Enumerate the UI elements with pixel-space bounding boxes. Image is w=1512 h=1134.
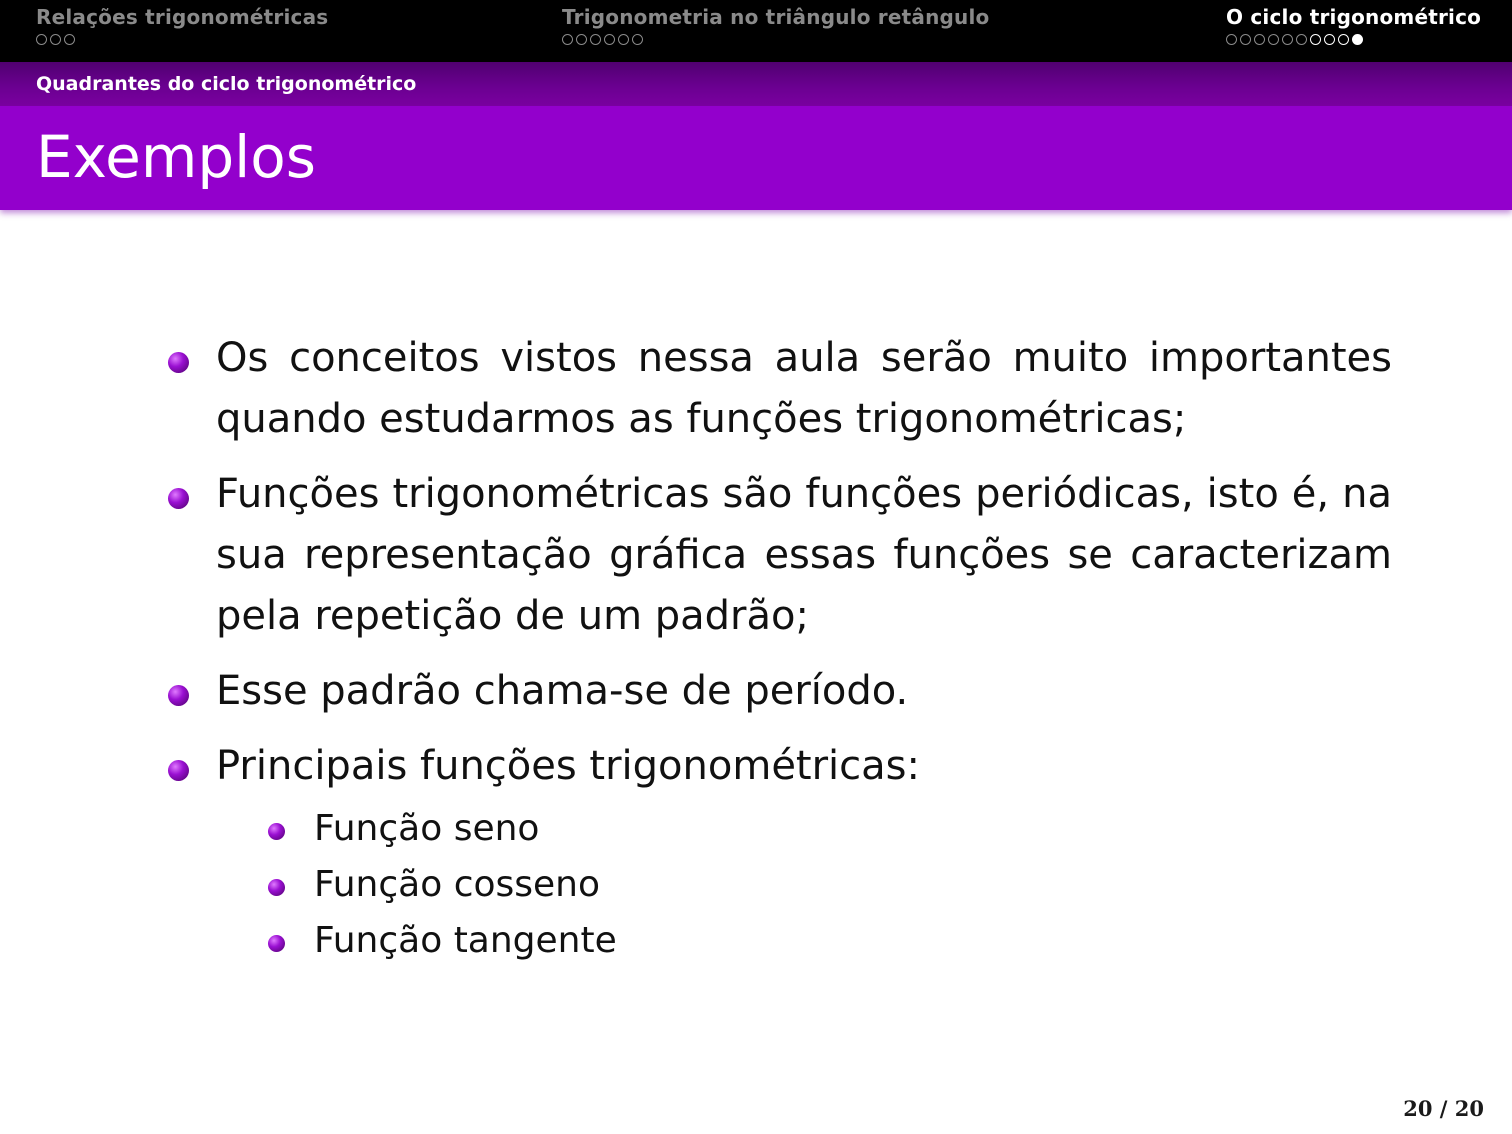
bullet-ball-icon bbox=[168, 760, 189, 781]
sub-list-item bbox=[268, 857, 1392, 913]
nav-dot-icon[interactable] bbox=[1254, 34, 1265, 45]
nav-dot-icon[interactable] bbox=[1324, 34, 1335, 45]
nav-dot-icon[interactable] bbox=[1226, 34, 1237, 45]
slide-content bbox=[168, 328, 1392, 983]
sub-list-item bbox=[268, 913, 1392, 969]
frame-title-bar bbox=[0, 106, 1512, 210]
list-item bbox=[168, 328, 1392, 450]
bullet-text: Os conceitos vistos nessa aula serão muito importantes quando estudarmos as funções trigonométricas; bbox=[216, 335, 1392, 442]
sub-bullet-text: Função seno bbox=[314, 808, 540, 849]
nav-dot-icon[interactable] bbox=[36, 34, 47, 45]
nav-dot-icon[interactable] bbox=[604, 34, 615, 45]
sub-list-item bbox=[268, 801, 1392, 857]
bullet-ball-icon bbox=[168, 488, 189, 509]
nav-section-title[interactable]: Trigonometria no triângulo retângulo bbox=[562, 5, 990, 29]
nav-dot-icon[interactable] bbox=[1240, 34, 1251, 45]
frame-title: Exemplos bbox=[36, 123, 317, 191]
sub-bullet-text: Função tangente bbox=[314, 920, 617, 961]
subsection-bar bbox=[0, 62, 1512, 106]
bullet-ball-icon bbox=[268, 823, 285, 840]
nav-section-title[interactable]: Relações trigonométricas bbox=[36, 5, 329, 29]
nav-section-triangulo[interactable] bbox=[562, 4, 989, 46]
bullet-ball-icon bbox=[268, 935, 285, 952]
nav-dots bbox=[36, 32, 328, 46]
nav-section-ciclo[interactable] bbox=[1226, 4, 1481, 46]
nav-dot-icon[interactable] bbox=[1352, 34, 1363, 45]
nav-dot-icon[interactable] bbox=[1338, 34, 1349, 45]
bullet-ball-icon bbox=[268, 879, 285, 896]
nav-dot-icon[interactable] bbox=[64, 34, 75, 45]
list-item bbox=[168, 736, 1392, 969]
section-navigation bbox=[0, 0, 1512, 62]
page-number: 20 / 20 bbox=[1403, 1096, 1484, 1121]
nav-dots bbox=[562, 32, 989, 46]
nav-dot-icon[interactable] bbox=[1282, 34, 1293, 45]
bullet-text: Principais funções trigonométricas: bbox=[216, 743, 920, 789]
bullet-text: Esse padrão chama-se de período. bbox=[216, 668, 909, 714]
nav-dot-icon[interactable] bbox=[562, 34, 573, 45]
nav-dot-icon[interactable] bbox=[576, 34, 587, 45]
nav-dot-icon[interactable] bbox=[1296, 34, 1307, 45]
sub-bullet-list bbox=[268, 801, 1392, 969]
nav-dot-icon[interactable] bbox=[632, 34, 643, 45]
bullet-ball-icon bbox=[168, 352, 189, 373]
bullet-ball-icon bbox=[168, 685, 189, 706]
bullet-list bbox=[168, 328, 1392, 969]
nav-dot-icon[interactable] bbox=[50, 34, 61, 45]
nav-section-relacoes[interactable] bbox=[36, 4, 328, 46]
nav-dot-icon[interactable] bbox=[590, 34, 601, 45]
bullet-text: Funções trigonométricas são funções periódicas, isto é, na sua representação gráfica essas funções se caracterizam pela repetição de um padrão; bbox=[216, 471, 1392, 639]
nav-dots bbox=[1226, 32, 1481, 46]
list-item bbox=[168, 661, 1392, 722]
nav-dot-icon[interactable] bbox=[1268, 34, 1279, 45]
nav-dot-icon[interactable] bbox=[618, 34, 629, 45]
list-item bbox=[168, 464, 1392, 647]
nav-dot-icon[interactable] bbox=[1310, 34, 1321, 45]
nav-section-title[interactable]: O ciclo trigonométrico bbox=[1226, 5, 1482, 29]
sub-bullet-text: Função cosseno bbox=[314, 864, 601, 905]
subsection-title[interactable]: Quadrantes do ciclo trigonométrico bbox=[36, 73, 417, 95]
